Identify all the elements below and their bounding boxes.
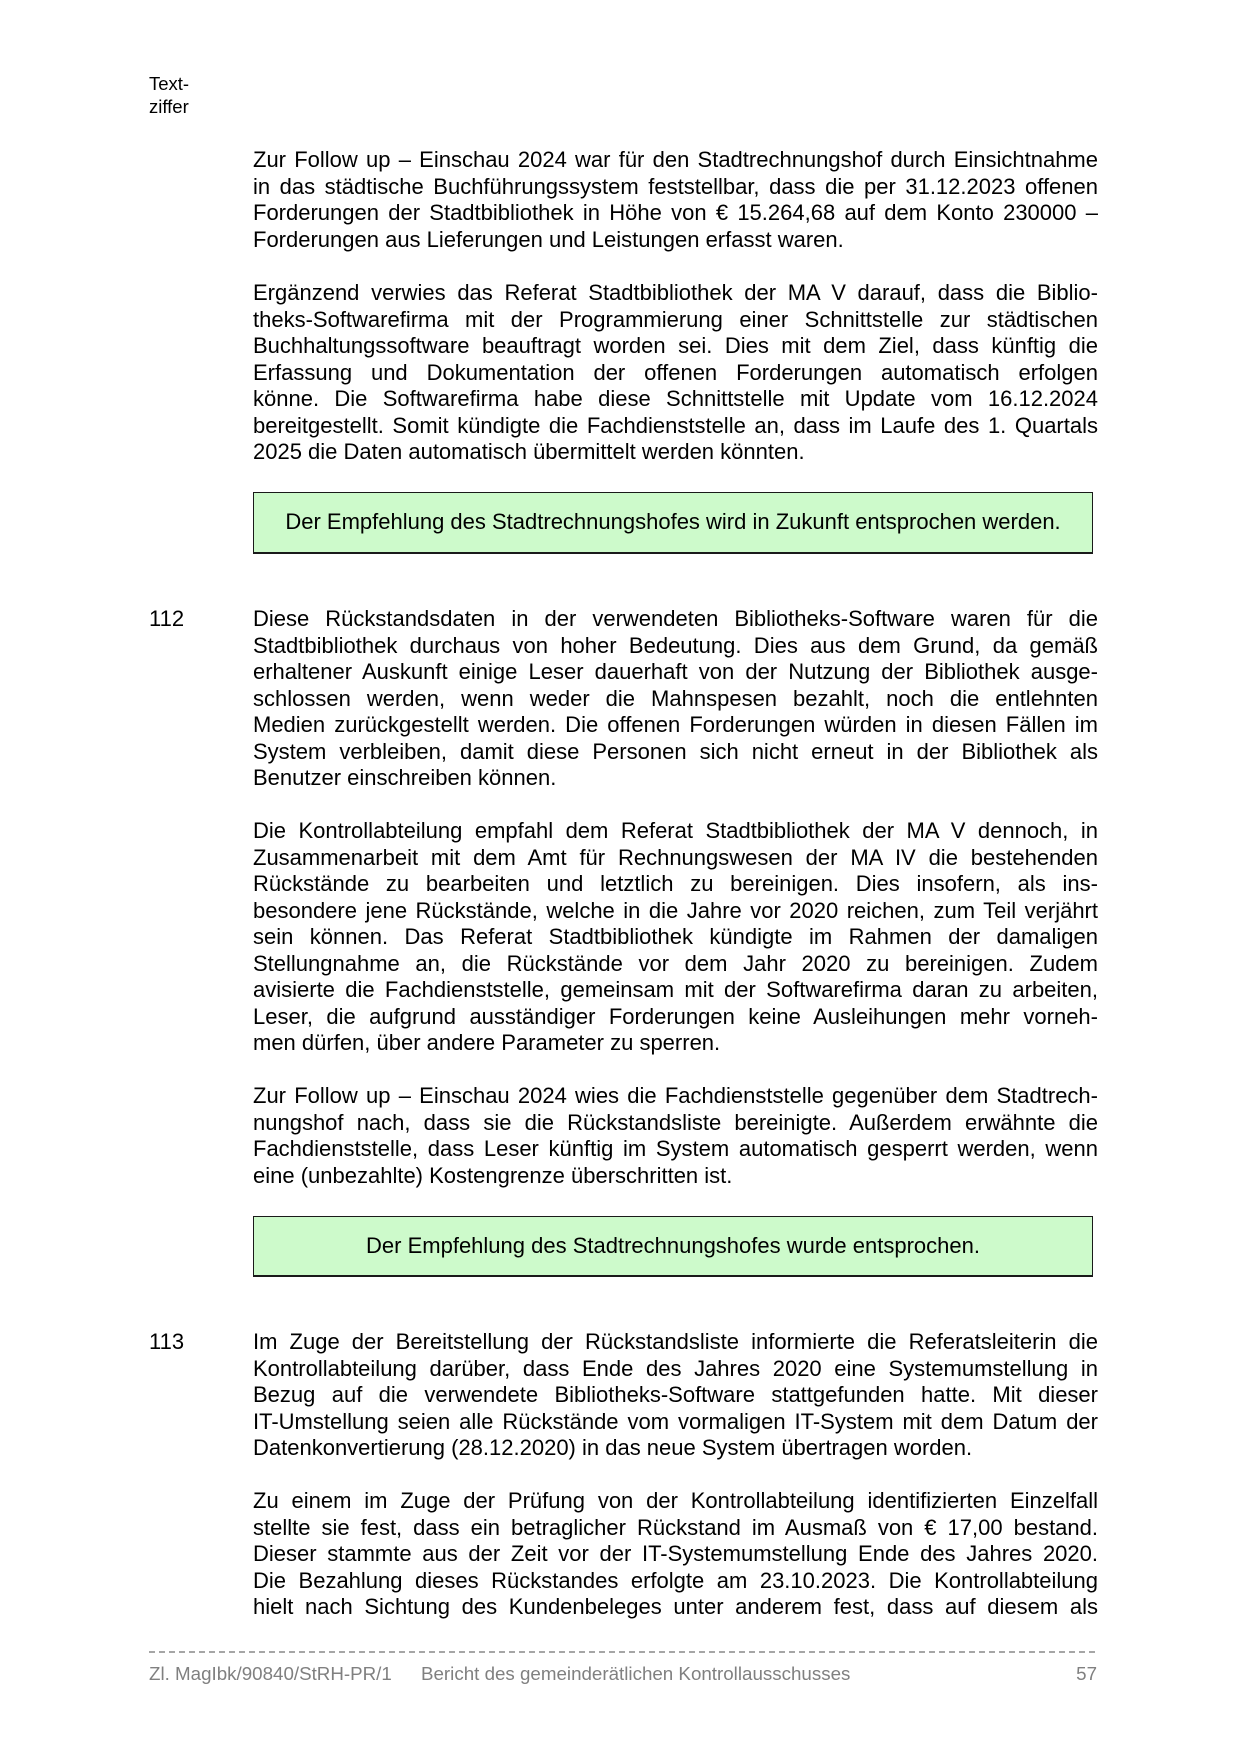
margin-label-line: Text- — [149, 73, 190, 94]
paragraph-line: Dieser stammte aus der Zeit vor der IT-Systemumstellung Ende des Jahres 2020. — [253, 1541, 1098, 1566]
paragraph-line: men dürfen, über andere Parameter zu sperren. — [253, 1030, 721, 1055]
paragraph-line: Kontrollabteilung darüber, dass Ende des Jahres 2020 eine Systemumstellung in — [253, 1355, 1098, 1381]
paragraph-line: stellte sie fest, dass ein betraglicher Rückstand im Ausmaß von € 17,00 bestand. — [253, 1514, 1098, 1540]
paragraph-line: Zu einem im Zuge der Prüfung von der Kontrollabteilung identifizierten Einzelfall — [253, 1488, 1098, 1513]
paragraph — [253, 818, 1098, 1057]
paragraph — [253, 606, 1098, 792]
paragraph-line: Forderungen aus Lieferungen und Leistungen erfasst waren. — [253, 226, 844, 252]
paragraph-line: Zur Follow up – Einschau 2024 wies die Fachdienststelle gegenüber dem Stadtrech- — [253, 1083, 1098, 1108]
margin-label-line: ziffer — [149, 95, 189, 117]
finding-text: Der Empfehlung des Stadtrechnungshofes wird in Zukunft entsprochen werden. — [285, 509, 1061, 535]
paragraph — [253, 1329, 1098, 1462]
paragraph-line: Die Bezahlung dieses Rückstandes erfolgte am 23.10.2023. Die Kontrollabteilung — [253, 1567, 1098, 1593]
paragraph-line: in das städtische Buchführungssystem feststellbar, dass die per 31.12.2023 offenen — [253, 173, 1098, 199]
paragraph-line: Forderungen der Stadtbibliothek in Höhe von € 15.264,68 auf dem Konto 230000 – — [253, 200, 1098, 225]
paragraph-line: Stadtbibliothek durchaus von hoher Bedeutung. Dies aus dem Grund, da gemäß — [253, 632, 1098, 658]
paragraph-line: besondere jene Rückstände, welche in die Jahre vor 2020 reichen, zum Teil verjährt — [253, 897, 1098, 923]
finding-box — [253, 1216, 1093, 1277]
paragraph-line: 2025 die Daten automatisch übermittelt werden könnten. — [253, 439, 805, 464]
paragraph-line: hielt nach Sichtung des Kundenbeleges unter anderem fest, dass auf diesem als — [253, 1594, 1098, 1619]
paragraph-line: Im Zuge der Bereitstellung der Rückstandsliste informierte die Referatsleiterin die — [253, 1329, 1098, 1354]
paragraph-line: Stellungnahme an, die Rückstände vor dem Jahr 2020 zu bereinigen. Zudem — [253, 950, 1098, 976]
paragraph-line: sein können. Das Referat Stadtbibliothek kündigte im Rahmen der damaligen — [253, 924, 1098, 949]
paragraph-line: Rückstände zu bearbeiten und letztlich zu bereinigen. Dies insofern, als ins- — [253, 871, 1098, 896]
paragraph-line: Datenkonvertierung (28.12.2020) in das neue System übertragen worden. — [253, 1435, 973, 1460]
paragraph-line: Bezug auf die verwendete Bibliotheks-Software stattgefunden hatte. Mit dieser — [253, 1382, 1098, 1407]
finding-text: Der Empfehlung des Stadtrechnungshofes wurde entsprochen. — [366, 1232, 980, 1258]
finding-box — [253, 492, 1093, 554]
paragraph — [253, 280, 1098, 466]
paragraph-line: avisierte die Fachdienststelle, gemeinsam mit der Softwarefirma daran zu arbeiten, — [253, 977, 1098, 1002]
paragraph-line: IT-Umstellung seien alle Rückstände vom vormaligen IT-System mit dem Datum der — [253, 1408, 1098, 1434]
footer-reference: Zl. MagIbk/90840/StRH-PR/1 — [149, 1663, 392, 1684]
footer-title: Bericht des gemeinderätlichen Kontrollausschusses — [421, 1663, 851, 1684]
paragraph — [253, 147, 1098, 253]
paragraph-line: Zusammenarbeit mit dem Amt für Rechnungswesen der MA IV die bestehenden — [253, 844, 1098, 870]
paragraph-line: theks-Softwarefirma mit der Programmierung einer Schnittstelle zur städtischen — [253, 306, 1098, 332]
paragraph-line: Medien zurückgestellt werden. Die offenen Forderungen würden in diesen Fällen im — [253, 712, 1098, 737]
paragraph-line: eine (unbezahlte) Kostengrenze überschritten ist. — [253, 1162, 733, 1188]
paragraph-line: Benutzer einschreiben können. — [253, 765, 557, 790]
paragraph — [253, 1083, 1098, 1189]
paragraph — [253, 1488, 1098, 1621]
paragraph-line: bereitgestellt. Somit kündigte die Fachdienststelle an, dass im Laufe des 1. Quartals — [253, 412, 1098, 438]
paragraph-line: Fachdienststelle, dass Leser künftig im System automatisch gesperrt werden, wenn — [253, 1136, 1098, 1161]
paragraph-line: könne. Die Softwarefirma habe diese Schnittstelle mit Update vom 16.12.2024 — [253, 386, 1098, 411]
paragraph-line: Ergänzend verwies das Referat Stadtbibliothek der MA V darauf, dass die Biblio- — [253, 280, 1098, 305]
paragraph-line: schlossen werden, wenn weder die Mahnspesen bezahlt, noch die entlehnten — [253, 685, 1098, 711]
paragraph-line: Die Kontrollabteilung empfahl dem Referat Stadtbibliothek der MA V dennoch, in — [253, 818, 1098, 843]
textziffer-number: 113 — [149, 1329, 185, 1354]
footer-divider — [149, 1651, 1097, 1653]
paragraph-line: Zur Follow up – Einschau 2024 war für den Stadtrechnungshof durch Einsichtnahme — [253, 147, 1098, 172]
margin-label-textziffer — [149, 73, 189, 118]
paragraph-line: System verbleiben, damit diese Personen sich nicht erneut in der Bibliothek als — [253, 738, 1098, 764]
paragraph-line: Diese Rückstandsdaten in der verwendeten Bibliotheks-Software waren für die — [253, 606, 1098, 631]
paragraph-line: Leser, die aufgrund ausständiger Forderungen keine Ausleihungen mehr vorneh- — [253, 1003, 1098, 1029]
paragraph-line: erhaltener Auskunft einige Leser dauerhaft von der Nutzung der Bibliothek ausge- — [253, 659, 1098, 684]
paragraph-line: nungshof nach, dass sie die Rückstandsliste bereinigte. Außerdem erwähnte die — [253, 1109, 1098, 1135]
paragraph-line: Erfassung und Dokumentation der offenen Forderungen automatisch erfolgen — [253, 359, 1098, 385]
page-number: 57 — [1076, 1663, 1097, 1684]
paragraph-line: Buchhaltungssoftware beauftragt worden sei. Dies mit dem Ziel, dass künftig die — [253, 333, 1098, 358]
textziffer-number: 112 — [149, 606, 185, 631]
